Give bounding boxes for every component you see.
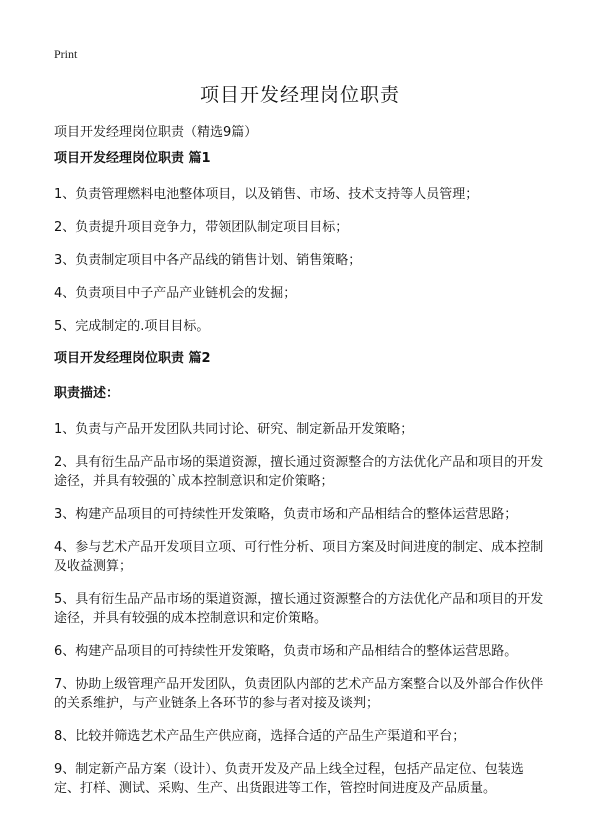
list-item: 3、构建产品项目的可持续性开发策略，负责市场和产品相结合的整体运营思路；: [54, 507, 518, 522]
list-item: 1、负责与产品开发团队共同讨论、研究、制定新品开发策略；: [54, 422, 414, 437]
list-item: 5、具有衍生品产品市场的渠道资源，擅长通过资源整合的方法优化产品和项目的开发途径，并具有较强的成本控制意识和定价策略。: [54, 592, 544, 626]
list-item: 8、比较并筛选艺术产品生产供应商，选择合适的产品生产渠道和平台；: [54, 729, 466, 744]
list-item: 3、负责制定项目中各产品线的销售计划、销售策略；: [54, 253, 362, 268]
list-item: 4、负责项目中子产品产业链机会的发掘；: [54, 286, 297, 301]
list-item: 1、负责管理燃料电池整体项目，以及销售、市场、技术支持等人员管理；: [54, 187, 479, 202]
list-item: 2、负责提升项目竞争力，带领团队制定项目目标；: [54, 220, 349, 235]
list-item: 5、完成制定的.项目目标。: [54, 319, 210, 334]
subtitle: 项目开发经理岗位职责（精选9篇）: [54, 125, 258, 140]
list-item: 7、协助上级管理产品开发团队，负责团队内部的艺术产品方案整合以及外部合作伙伴的关系维护，与产业链条上各环节的参与者对接及谈判；: [54, 677, 544, 711]
list-item: 6、构建产品项目的可持续性开发策略，负责市场和产品相结合的整体运营思路。: [54, 644, 518, 659]
print-link[interactable]: Print: [54, 47, 78, 61]
list-item: 4、参与艺术产品开发项目立项、可行性分析、项目方案及时间进度的制定、成本控制及收益测算；: [54, 540, 544, 574]
list-item: 9、制定新产品方案（设计）、负责开发及产品上线全过程，包括产品定位、包装选定、打样、测试、采购、生产、出货跟进等工作，管控时间进度及产品质量。: [54, 762, 524, 796]
section-heading-1: 项目开发经理岗位职责 篇1: [54, 151, 211, 166]
list-item: 2、具有衍生品产品市场的渠道资源，擅长通过资源整合的方法优化产品和项目的开发途径，并具有较强的`成本控制意识和定价策略；: [54, 455, 544, 489]
section-heading-2: 项目开发经理岗位职责 篇2: [54, 351, 211, 366]
page-title: 项目开发经理岗位职责: [199, 84, 400, 106]
document-body: [54, 150, 546, 812]
duties-label: 职责描述：: [54, 386, 120, 401]
